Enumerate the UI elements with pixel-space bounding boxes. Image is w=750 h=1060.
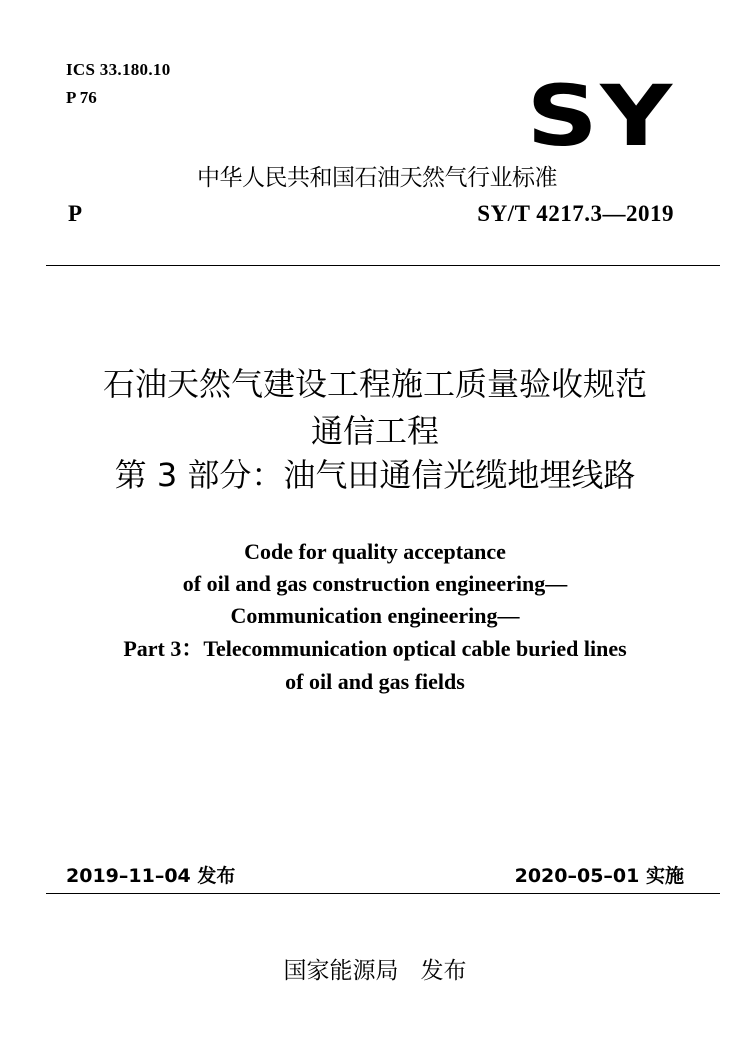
issue-date: 2019–11–04 发布 bbox=[66, 865, 236, 887]
top-divider bbox=[46, 265, 720, 266]
standard-number: SY/T 4217.3—2019 bbox=[477, 201, 674, 226]
classification-letter: P bbox=[68, 201, 83, 226]
english-title-line-5: of oil and gas fields bbox=[285, 669, 465, 694]
industry-standard-title: 中华人民共和国石油天然气行业标准 bbox=[197, 165, 557, 191]
ics-code: ICS 33.180.10 bbox=[66, 60, 171, 79]
english-title-line-2: of oil and gas construction engineering— bbox=[182, 571, 568, 596]
english-title-line-4: Part 3：Telecommunication optical cable buried lines bbox=[123, 636, 627, 661]
sy-logo: SY bbox=[526, 67, 674, 165]
bottom-divider bbox=[46, 893, 720, 894]
english-title-line-1: Code for quality acceptance bbox=[244, 539, 506, 564]
chinese-title-line-3: 第 3 部分：油气田通信光缆地埋线路 bbox=[114, 456, 636, 494]
chinese-title-line-2: 通信工程 bbox=[310, 412, 439, 450]
implementation-date: 2020–05–01 实施 bbox=[514, 865, 684, 887]
issuing-authority: 国家能源局 发布 bbox=[283, 958, 467, 984]
p-code: P 76 bbox=[66, 88, 97, 107]
chinese-title-line-1: 石油天然气建设工程施工质量验收规范 bbox=[102, 365, 647, 403]
english-title-line-3: Communication engineering— bbox=[230, 603, 520, 628]
